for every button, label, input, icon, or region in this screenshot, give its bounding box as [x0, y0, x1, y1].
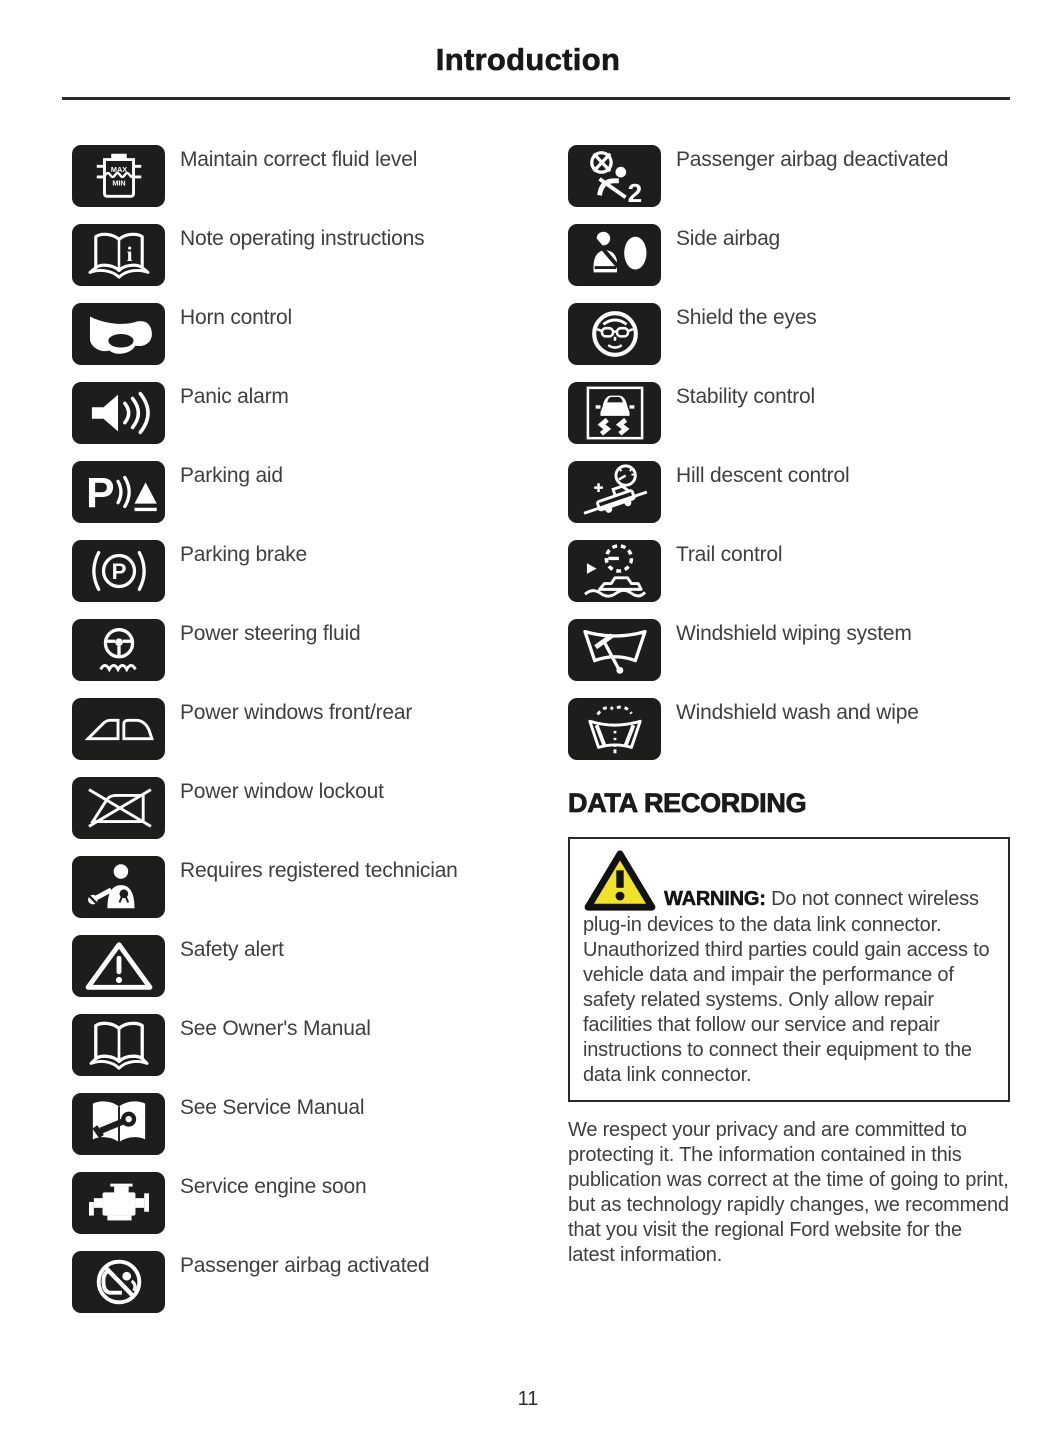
symbol-row — [568, 540, 1010, 602]
data-recording-section — [568, 788, 1010, 1268]
parking-aid-icon — [72, 461, 165, 523]
power-steering-fluid-icon — [72, 619, 165, 681]
symbol-row — [568, 698, 1010, 760]
page-number: 11 — [517, 1388, 539, 1410]
passenger-airbag-activated-icon — [72, 1251, 165, 1313]
operating-instructions-icon — [72, 224, 165, 286]
symbol-label: Parking brake — [180, 543, 307, 566]
symbol-row — [72, 1172, 568, 1234]
trail-control-icon — [568, 540, 661, 602]
symbol-row — [568, 619, 1010, 681]
symbol-label: Horn control — [180, 306, 292, 329]
svg-text:P: P — [111, 559, 126, 585]
symbol-label: Hill descent control — [676, 464, 850, 487]
parking-brake-icon — [72, 540, 165, 602]
stability-control-icon — [568, 382, 661, 444]
fluid-level-icon — [72, 145, 165, 207]
symbol-label: Power window lockout — [180, 780, 384, 803]
symbol-row — [72, 1093, 568, 1155]
privacy-paragraph: We respect your privacy and are committed to protecting it. The information contained in this publication was correct at the time of going to print, but as technology rapidly changes, we recommend that you visit the regional Ford website for the latest information. — [568, 1119, 1009, 1266]
service-manual-icon — [72, 1093, 165, 1155]
symbol-label: See Service Manual — [180, 1096, 365, 1119]
warning-box — [568, 837, 1010, 1102]
symbol-row — [72, 777, 568, 839]
symbol-row — [72, 145, 568, 207]
symbol-row — [72, 856, 568, 918]
side-airbag-icon — [568, 224, 661, 286]
symbol-label: Shield the eyes — [676, 306, 817, 329]
symbol-row — [72, 382, 568, 444]
svg-text:2: 2 — [627, 178, 642, 206]
symbol-row — [72, 619, 568, 681]
warning-body: Do not connect wireless plug-in devices to the data link connector. Unauthorized third parties could gain access to vehicle data and impair the performance of safety related systems. Only allow repair facilities that follow our service and repair instructions to connect their equipment to the data link connector. — [583, 888, 990, 1086]
symbol-label: Power steering fluid — [180, 622, 361, 645]
symbol-label: See Owner's Manual — [180, 1017, 371, 1040]
owners-manual-icon — [72, 1014, 165, 1076]
symbol-label: Safety alert — [180, 938, 284, 961]
svg-text:P: P — [85, 469, 115, 518]
panic-alarm-icon — [72, 382, 165, 444]
symbol-row — [568, 224, 1010, 286]
symbol-rows-right — [568, 145, 1010, 760]
symbol-row — [568, 145, 1010, 207]
data-recording-heading: DATA RECORDING — [568, 788, 807, 818]
svg-text:MAX: MAX — [110, 165, 127, 175]
symbol-row — [72, 698, 568, 760]
symbol-label: Parking aid — [180, 464, 283, 487]
symbol-row — [72, 303, 568, 365]
passenger-airbag-deactivated-icon — [568, 145, 661, 207]
symbol-row — [72, 935, 568, 997]
symbol-columns — [0, 100, 1056, 1330]
windshield-wash-wipe-icon — [568, 698, 661, 760]
symbol-row — [72, 461, 568, 523]
symbol-row — [72, 224, 568, 286]
page-title: Introduction — [435, 42, 621, 77]
symbol-label: Panic alarm — [180, 385, 289, 408]
power-window-lockout-icon — [72, 777, 165, 839]
shield-eyes-icon — [568, 303, 661, 365]
symbol-column-right — [568, 145, 1010, 1330]
hill-descent-control-icon — [568, 461, 661, 523]
symbol-column-left — [72, 145, 568, 1330]
symbol-label: Side airbag — [676, 227, 781, 250]
warning-triangle-icon — [583, 849, 657, 913]
registered-technician-icon — [72, 856, 165, 918]
symbol-row — [568, 382, 1010, 444]
symbol-row — [568, 461, 1010, 523]
horn-icon — [72, 303, 165, 365]
symbol-label: Maintain correct fluid level — [180, 148, 418, 171]
symbol-label: Stability control — [676, 385, 815, 408]
svg-text:i: i — [126, 241, 133, 266]
symbol-label: Requires registered technician — [180, 859, 458, 882]
symbol-label: Trail control — [676, 543, 783, 566]
symbol-row — [568, 303, 1010, 365]
symbol-label: Passenger airbag deactivated — [676, 148, 949, 171]
symbol-row — [72, 1251, 568, 1313]
power-windows-icon — [72, 698, 165, 760]
symbol-label: Passenger airbag activated — [180, 1254, 430, 1277]
safety-alert-icon — [72, 935, 165, 997]
symbol-row — [72, 1014, 568, 1076]
warning-label: WARNING: — [664, 888, 766, 910]
symbol-label: Windshield wash and wipe — [676, 701, 919, 724]
symbol-label: Note operating instructions — [180, 227, 425, 250]
windshield-wiping-icon — [568, 619, 661, 681]
symbol-label: Windshield wiping system — [676, 622, 912, 645]
svg-text:MIN: MIN — [111, 178, 126, 188]
service-engine-icon — [72, 1172, 165, 1234]
warning-text — [583, 849, 995, 1088]
symbol-row — [72, 540, 568, 602]
symbol-label: Power windows front/rear — [180, 701, 413, 724]
symbol-label: Service engine soon — [180, 1175, 367, 1198]
